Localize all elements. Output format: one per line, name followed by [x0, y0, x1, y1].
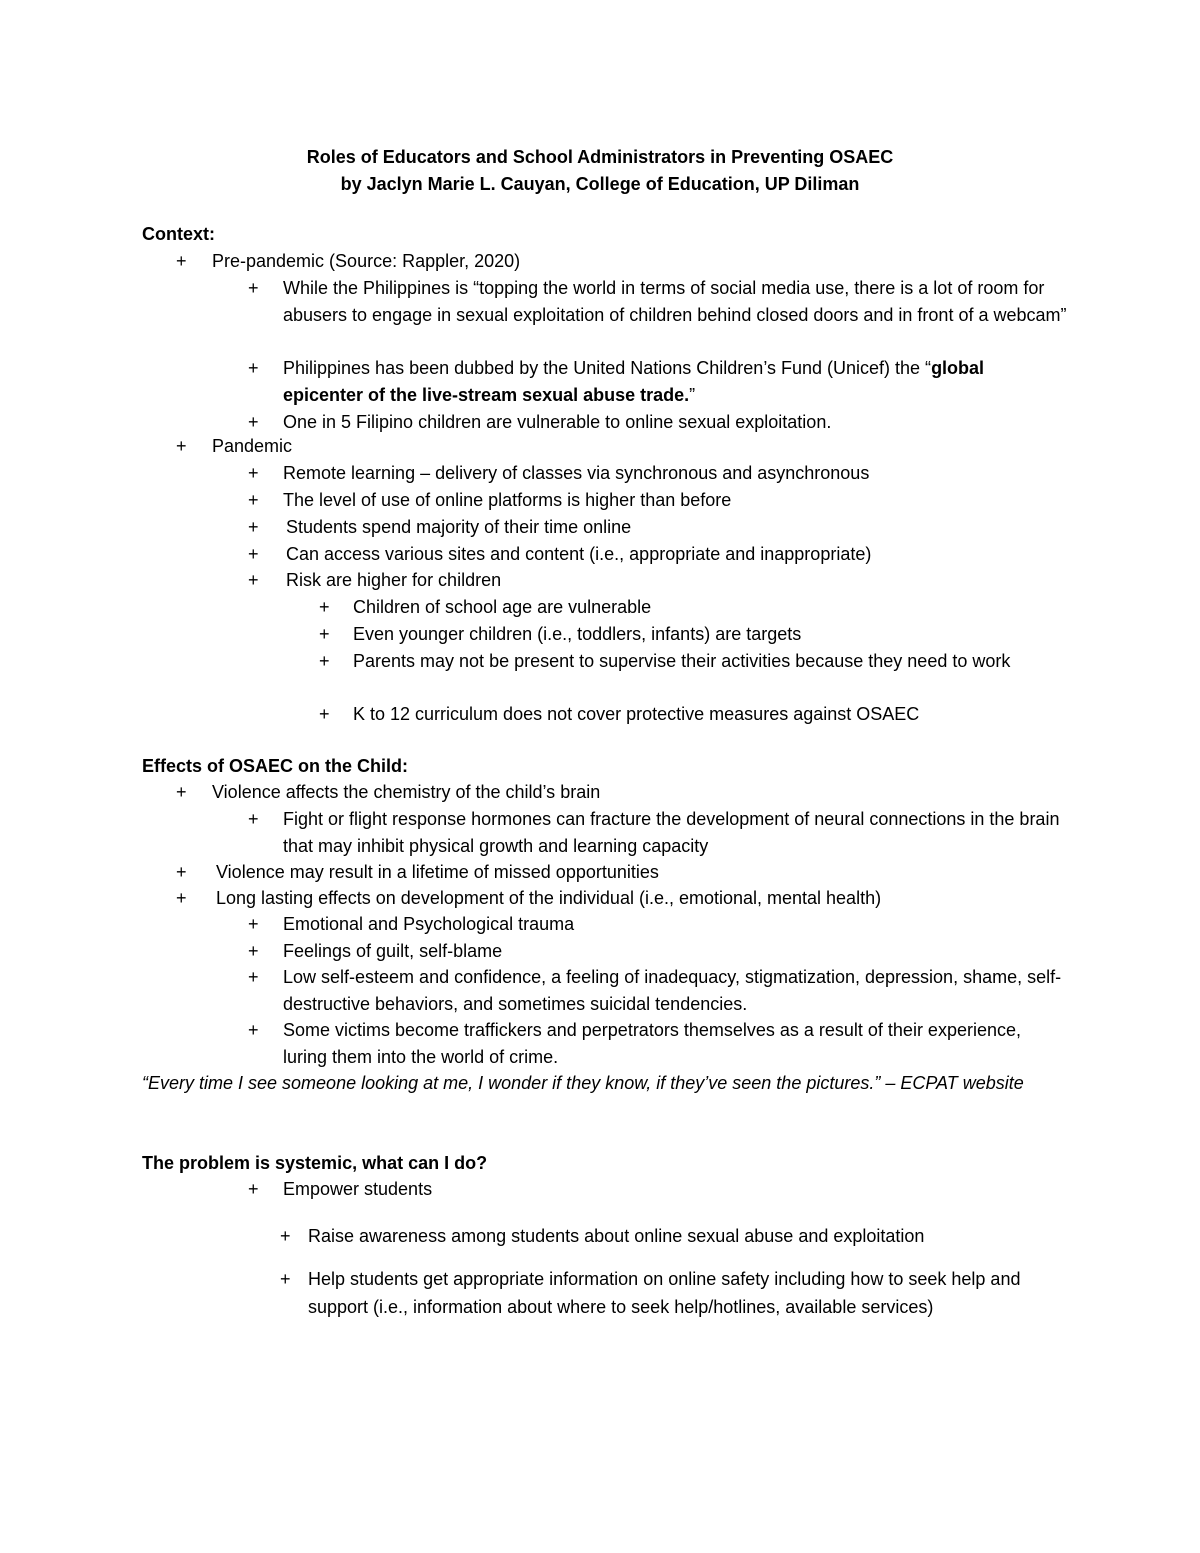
- bullet-plus: +: [248, 1179, 259, 1199]
- list-item-text: Pre-pandemic (Source: Rappler, 2020): [212, 251, 521, 271]
- list-item-text: Emotional and Psychological trauma: [283, 914, 575, 934]
- bullet-plus: +: [319, 597, 330, 617]
- list-item-text: Fight or flight response hormones can fracture the development of neural connections in the brain that may inhibit physical growth and learning capacity: [283, 809, 1060, 856]
- list-item-text: Violence may result in a lifetime of missed opportunities: [216, 862, 659, 882]
- bullet-plus: +: [248, 967, 259, 987]
- list-item-text: Parents may not be present to supervise their activities because they need to work: [353, 651, 1011, 671]
- list-item-text: K to 12 curriculum does not cover protective measures against OSAEC: [353, 704, 920, 724]
- ecpat-quote: “Every time I see someone looking at me, I wonder if they know, if they’ve seen the pictures.” – ECPAT website: [142, 1073, 1024, 1093]
- bold-text-run: global epicenter of the live-stream sexual abuse trade.: [283, 358, 985, 405]
- list-item-text: One in 5 Filipino children are vulnerable to online sexual exploitation.: [283, 412, 832, 432]
- title-block: [0, 144, 1200, 198]
- problem-heading: The problem is systemic, what can I do?: [142, 1153, 488, 1173]
- bullet-plus: +: [176, 862, 187, 882]
- list-item-text: While the Philippines is “topping the world in terms of social media use, there is a lot of room for abusers to engage in sexual exploitation of children behind closed doors and in front of a webcam”: [283, 278, 1067, 325]
- list-item-text: The level of use of online platforms is higher than before: [283, 490, 732, 510]
- text-run: ”: [689, 385, 696, 405]
- bullet-plus: +: [248, 941, 259, 961]
- bullet-plus: +: [248, 914, 259, 934]
- bullet-plus: +: [248, 544, 259, 564]
- list-item-text: Risk are higher for children: [286, 570, 502, 590]
- list-item-text: Can access various sites and content (i.e., appropriate and inappropriate): [286, 544, 872, 564]
- list-item-text: Long lasting effects on development of the individual (i.e., emotional, mental health): [216, 888, 882, 908]
- list-item-text: Even younger children (i.e., toddlers, infants) are targets: [353, 624, 802, 644]
- bullet-plus: +: [319, 704, 330, 724]
- bullet-plus: +: [319, 651, 330, 671]
- bullet-plus: +: [176, 251, 187, 271]
- list-item-text: Some victims become traffickers and perpetrators themselves as a result of their experience, luring them into the world of crime.: [283, 1020, 1021, 1067]
- list-item-text: Help students get appropriate information on online safety including how to seek help and support (i.e., information about where to seek help/hotlines, available services): [308, 1269, 1021, 1317]
- document-byline: by Jaclyn Marie L. Cauyan, College of Education, UP Diliman: [340, 174, 860, 194]
- list-item-text: Raise awareness among students about online sexual abuse and exploitation: [308, 1226, 925, 1246]
- bullet-plus: +: [319, 624, 330, 644]
- list-item-text: Low self-esteem and confidence, a feeling of inadequacy, stigmatization, depression, shame, self-destructive behaviors, and sometimes suicidal tendencies.: [283, 967, 1062, 1014]
- bullet-plus: +: [248, 358, 259, 378]
- context-heading: Context:: [142, 224, 215, 244]
- bullet-plus: +: [280, 1226, 291, 1246]
- bullet-plus: +: [248, 517, 259, 537]
- list-item-text: Pandemic: [212, 436, 293, 456]
- list-item-text: Children of school age are vulnerable: [353, 597, 652, 617]
- bullet-plus: +: [248, 412, 259, 432]
- bullet-plus: +: [248, 490, 259, 510]
- bullet-plus: +: [176, 782, 187, 802]
- bullet-plus: +: [248, 570, 259, 590]
- list-item-text: Empower students: [283, 1179, 433, 1199]
- list-item-text: Feelings of guilt, self-blame: [283, 941, 503, 961]
- bullet-plus: +: [248, 278, 259, 298]
- list-item-text: Students spend majority of their time online: [286, 517, 632, 537]
- document-title: Roles of Educators and School Administrators in Preventing OSAEC: [306, 147, 894, 167]
- list-item-text: Violence affects the chemistry of the child’s brain: [212, 782, 601, 802]
- bullet-plus: +: [248, 463, 259, 483]
- text-run: Philippines has been dubbed by the United Nations Children’s Fund (Unicef) the “: [283, 358, 932, 378]
- bullet-plus: +: [280, 1269, 291, 1289]
- bullet-plus: +: [176, 436, 187, 456]
- list-item-text: [283, 355, 1068, 409]
- effects-heading: Effects of OSAEC on the Child:: [142, 756, 409, 776]
- list-item-text: Remote learning – delivery of classes via synchronous and asynchronous: [283, 463, 870, 483]
- bullet-plus: +: [248, 809, 259, 829]
- bullet-plus: +: [248, 1020, 259, 1040]
- bullet-plus: +: [176, 888, 187, 908]
